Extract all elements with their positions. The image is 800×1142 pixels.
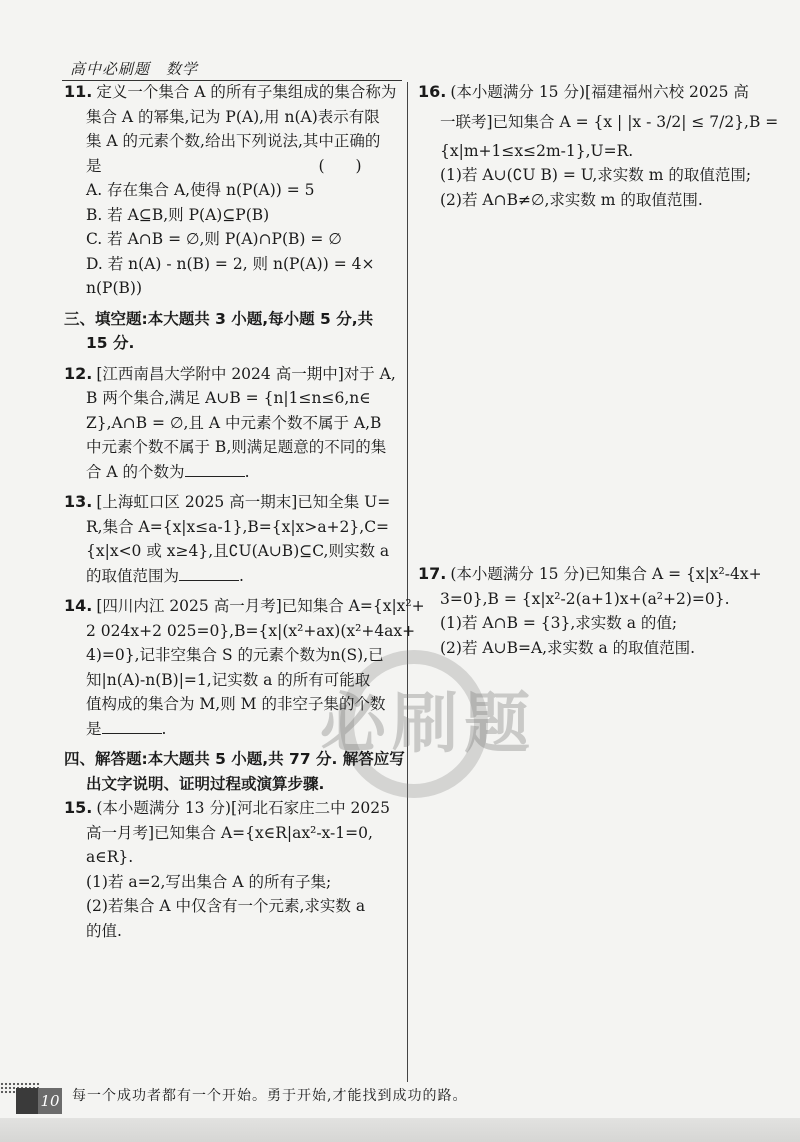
question-text: 是 [86,719,102,738]
option-d-continued: n(P(B)) [86,279,142,297]
option-c: C. 若 A∩B = ∅,则 P(A)∩P(B) = ∅ [86,230,342,248]
question-part: (2)若 A∪B=A,求实数 a 的取值范围. [440,638,696,657]
left-column [64,80,425,943]
question-text: Z},A∩B = ∅,且 A 中元素个数不属于 A,B [86,413,382,432]
question-text: B 两个集合,满足 A∪B = {n|1≤n≤6,n∈ [86,389,371,407]
question-text: R,集合 A={x|x≤a-1},B={x|x>a+2},C= [86,517,390,536]
question-text: 值构成的集合为 M,则 M 的非空子集的个数 [86,695,386,713]
question-text: a∈R}. [86,848,134,866]
question-part: 的值. [86,921,122,940]
question-text: 合 A 的个数为 [86,462,185,481]
question-number: 14. [64,596,93,615]
answer-blank[interactable] [179,564,239,581]
option-a: A. 存在集合 A,使得 n(P(A)) = 5 [86,181,315,199]
question-text: 知|n(A)-n(B)|=1,记实数 a 的所有可能取 [86,670,371,689]
running-header: 高中必刷题 数学 [70,60,199,78]
question-text: 一联考]已知集合 A = {x | |x - 3/2| ≤ 7/2},B = [440,112,779,131]
question-part: (1)若 A∪(∁U B) = U,求实数 m 的取值范围; [440,166,752,184]
section-heading-line: 三、填空题:本大题共 3 小题,每小题 5 分,共 [64,309,374,328]
page-number: 10 [38,1088,62,1114]
watermark-logo: 必刷题 [320,685,536,762]
question-13: 13. [上海虹口区 2025 高一期末]已知全集 U= R,集合 A={x|x≤a-1},B={x|x>a+2},C= {x|x<0 或 x≥4},且∁U(A∪B)⊆C,则实数 a 的取值范围为 . [64,490,400,588]
question-14: 14. [四川内江 2025 高一月考]已知集合 A={x|x²+ 2 024x+2 025=0},B={x|(x²+ax)(x²+4ax+ 4)=0},记非空集合 S 的元素个数为n(S),已 知|n(A)-n(B)|=1,记实数 a 的所有可能取 值构成的集合为 M,则 M 的非空子集的个数 是 . [64,596,425,738]
question-text: [江西南昌大学附中 2024 高一期中]对于 A, [96,364,396,383]
question-text: [上海虹口区 2025 高一期末]已知全集 U= [96,493,391,511]
question-12: 12. [江西南昌大学附中 2024 高一期中]对于 A, B 两个集合,满足 A∪B = {n|1≤n≤6,n∈ Z},A∩B = ∅,且 A 中元素个数不属于 A,B 中元素个数不属于 B,则满足题意的不同的集 合 A 的个数为 . [64,362,400,485]
question-part: (2)若集合 A 中仅含有一个元素,求实数 a [86,897,366,915]
question-part: (1)若 A∩B = {3},求实数 a 的值; [440,614,678,632]
right-column [418,80,780,657]
question-part: (2)若 A∩B≠∅,求实数 m 的取值范围. [440,190,703,209]
section-heading-line: 15 分. [86,334,135,352]
question-text: 集合 A 的幂集,记为 P(A),用 n(A)表示有限 [86,107,380,126]
question-text: 高一月考]已知集合 A={x∈R|ax²-x-1=0, [86,823,373,842]
section-heading-line: 四、解答题:本大题共 5 小题,共 77 分. 解答应写 [64,750,405,768]
question-text: (本小题满分 15 分)已知集合 A = {x|x²-4x+ [450,565,762,583]
answer-blank[interactable] [185,460,245,477]
question-17 [418,562,762,660]
question-number: 11. [64,82,93,101]
column-divider [407,82,408,1082]
section-fill-in-heading [64,307,400,356]
question-text: 是 ( ) [86,156,362,175]
page-bottom-edge [0,1118,800,1142]
question-number: 16. [418,82,447,101]
question-part: (1)若 a=2,写出集合 A 的所有子集; [86,872,332,891]
question-15 [64,796,400,943]
section-heading-line: 出文字说明、证明过程或演算步骤. [86,774,325,793]
question-text: (本小题满分 15 分)[福建福州六校 2025 高 [450,83,749,101]
question-text: 集 A 的元素个数,给出下列说法,其中正确的 [86,132,381,150]
option-b: B. 若 A⊆B,则 P(A)⊆P(B) [86,205,270,224]
question-number: 15. [64,798,93,817]
question-text: (本小题满分 13 分)[河北石家庄二中 2025 [96,799,390,817]
question-text: 中元素个数不属于 B,则满足题意的不同的集 [86,438,387,456]
option-d: D. 若 n(A) - n(B) = 2, 则 n(P(A)) = 4× [86,254,375,273]
question-16 [418,80,780,212]
question-text: {x|x<0 或 x≥4},且∁U(A∪B)⊆C,则实数 a [86,542,390,560]
question-text: 的取值范围为 [86,566,180,585]
question-number: 17. [418,564,447,583]
question-text: 4)=0},记非空集合 S 的元素个数为n(S),已 [86,646,384,664]
question-text: 2 024x+2 025=0},B={x|(x²+ax)(x²+4ax+ [86,621,416,640]
question-number: 12. [64,363,93,383]
question-text: [四川内江 2025 高一月考]已知集合 A={x|x²+ [96,597,425,615]
question-11 [64,80,400,301]
question-text: 3=0},B = {x|x²-2(a+1)x+(a²+2)=0}. [440,589,730,608]
question-text: {x|m+1≤x≤2m-1},U=R. [440,141,634,160]
answer-blank[interactable] [102,717,162,734]
section-answer-heading [64,747,405,796]
question-number: 13. [64,492,93,511]
question-text: 定义一个集合 A 的所有子集组成的集合称为 [96,83,397,101]
footer-motto: 每一个成功者都有一个开始。勇于开始,才能找到成功的路。 [72,1088,468,1104]
